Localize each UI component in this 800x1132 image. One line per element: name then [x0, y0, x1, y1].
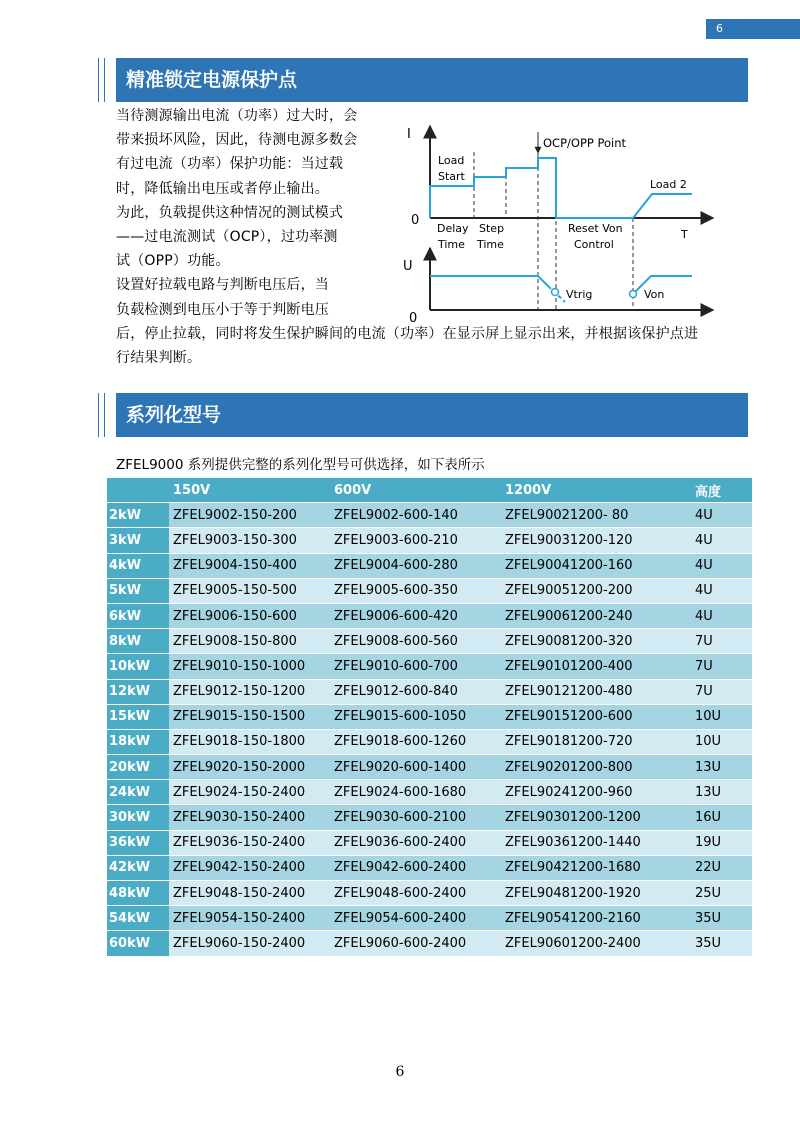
table-cell: 4U	[691, 579, 752, 603]
table-cell: ZFEL90601200-2400	[501, 931, 691, 955]
table-cell: ZFEL9036-150-2400	[169, 831, 330, 855]
axis-t-label: T	[681, 228, 688, 241]
table-cell: ZFEL9054-600-2400	[330, 906, 501, 930]
row-power-label: 3kW	[107, 528, 169, 552]
page-number-footer: 6	[395, 1064, 405, 1080]
table-cell: ZFEL9002-600-140	[330, 503, 501, 527]
table-row	[107, 604, 752, 628]
table-cell: ZFEL90051200-200	[501, 579, 691, 603]
table-cell: 4U	[691, 554, 752, 578]
table-cell: ZFEL9010-600-700	[330, 654, 501, 678]
zero-top-label: 0	[411, 213, 420, 228]
paragraph-line: 试（OPP）功能。	[116, 253, 230, 270]
table-cell: 7U	[691, 654, 752, 678]
table-cell: 13U	[691, 780, 752, 804]
load-start-label-2: Start	[438, 170, 465, 183]
ocp-point-label: OCP/OPP Point	[543, 136, 627, 150]
reset-von-label-2: Control	[574, 238, 614, 251]
voltage-waveform	[430, 276, 548, 286]
row-power-label: 8kW	[107, 629, 169, 653]
table-header-cell: 600V	[330, 478, 501, 502]
table-cell: 4U	[691, 503, 752, 527]
table-cell: 25U	[691, 881, 752, 905]
section-title-ocp: 精准锁定电源保护点	[116, 58, 748, 102]
table-cell: ZFEL90081200-320	[501, 629, 691, 653]
model-table	[107, 477, 752, 957]
vtrig-label: Vtrig	[566, 288, 593, 301]
table-cell: 35U	[691, 931, 752, 955]
row-power-label: 6kW	[107, 604, 169, 628]
section-bar-accent	[98, 393, 110, 437]
table-cell: ZFEL9036-600-2400	[330, 831, 501, 855]
paragraph-line: ——过电流测试（OCP），过功率测	[116, 229, 338, 246]
von-point	[630, 291, 637, 298]
table-cell: ZFEL90481200-1920	[501, 881, 691, 905]
row-power-label: 54kW	[107, 906, 169, 930]
table-cell: 13U	[691, 755, 752, 779]
table-row	[107, 528, 752, 552]
table-row	[107, 805, 752, 829]
table-cell: ZFEL9004-600-280	[330, 554, 501, 578]
table-cell: ZFEL9015-600-1050	[330, 705, 501, 729]
paragraph-line: 当待测源输出电流（功率）过大时，会	[116, 108, 358, 124]
table-cell: ZFEL9020-150-2000	[169, 755, 330, 779]
step-time-label: Step	[479, 222, 505, 235]
row-power-label: 12kW	[107, 680, 169, 704]
delay-time-label: Delay	[437, 222, 469, 235]
axis-i-label: I	[407, 127, 411, 142]
table-cell: ZFEL9006-600-420	[330, 604, 501, 628]
table-cell: ZFEL9006-150-600	[169, 604, 330, 628]
load2-label: Load 2	[650, 178, 687, 191]
table-cell: ZFEL9042-150-2400	[169, 856, 330, 880]
table-header-cell: 1200V	[501, 478, 691, 502]
models-intro: ZFEL9000 系列提供完整的系列化型号可供选择，如下表所示	[116, 457, 485, 473]
table-row	[107, 705, 752, 729]
table-row	[107, 730, 752, 754]
table-cell: ZFEL9024-150-2400	[169, 780, 330, 804]
row-power-label: 36kW	[107, 831, 169, 855]
table-cell: 19U	[691, 831, 752, 855]
table-cell: ZFEL9005-600-350	[330, 579, 501, 603]
table-cell: ZFEL9020-600-1400	[330, 755, 501, 779]
table-row	[107, 654, 752, 678]
table-cell: ZFEL90241200-960	[501, 780, 691, 804]
axis-u-label: U	[403, 259, 413, 274]
table-cell: ZFEL9012-600-840	[330, 680, 501, 704]
table-cell: ZFEL90061200-240	[501, 604, 691, 628]
paragraph-line: 设置好拉载电路与判断电压后，当	[116, 277, 329, 294]
reset-von-label: Reset Von	[568, 222, 623, 235]
paragraph-line: 后，停止拉载，同时将发生保护瞬间的电流（功率）在显示屏上显示出来，并根据该保护点进	[116, 325, 699, 342]
table-cell: ZFEL9048-150-2400	[169, 881, 330, 905]
table-cell: ZFEL90301200-1200	[501, 805, 691, 829]
table-row	[107, 881, 752, 905]
table-row	[107, 780, 752, 804]
table-row	[107, 906, 752, 930]
row-power-label: 5kW	[107, 579, 169, 603]
paragraph-line: 有过电流（功率）保护功能：当过载	[116, 156, 344, 173]
table-cell: ZFEL9060-600-2400	[330, 931, 501, 955]
section-bar-accent	[98, 58, 110, 102]
table-cell: 10U	[691, 730, 752, 754]
table-cell: ZFEL9030-600-2100	[330, 805, 501, 829]
paragraph-line: 行结果判断。	[116, 350, 202, 367]
table-cell: ZFEL9005-150-500	[169, 579, 330, 603]
row-power-label: 24kW	[107, 780, 169, 804]
section-title-models: 系列化型号	[116, 393, 748, 437]
table-cell: ZFEL90021200- 80	[501, 503, 691, 527]
table-cell: 7U	[691, 629, 752, 653]
table-row	[107, 579, 752, 603]
table-cell: 10U	[691, 705, 752, 729]
table-cell: ZFEL9024-600-1680	[330, 780, 501, 804]
table-cell: ZFEL9003-150-300	[169, 528, 330, 552]
table-cell: ZFEL9060-150-2400	[169, 931, 330, 955]
table-cell: ZFEL9018-150-1800	[169, 730, 330, 754]
table-cell: ZFEL9010-150-1000	[169, 654, 330, 678]
row-power-label: 10kW	[107, 654, 169, 678]
row-power-label: 42kW	[107, 856, 169, 880]
table-cell: 16U	[691, 805, 752, 829]
table-cell: ZFEL9004-150-400	[169, 554, 330, 578]
table-row	[107, 503, 752, 527]
row-power-label: 48kW	[107, 881, 169, 905]
table-cell: ZFEL9008-600-560	[330, 629, 501, 653]
paragraph-line: 时，降低输出电压或者停止输出。	[116, 180, 329, 197]
load-start-label: Load	[438, 154, 465, 167]
table-cell: ZFEL9018-600-1260	[330, 730, 501, 754]
table-cell: 4U	[691, 604, 752, 628]
table-cell: 22U	[691, 856, 752, 880]
table-cell: 7U	[691, 680, 752, 704]
delay-time-label-2: Time	[438, 238, 465, 251]
row-power-label: 15kW	[107, 705, 169, 729]
row-power-label: 20kW	[107, 755, 169, 779]
table-cell: ZFEL90151200-600	[501, 705, 691, 729]
table-row	[107, 554, 752, 578]
ocp-timing-diagram	[395, 120, 730, 330]
paragraph-line: 负载检测到电压小于等于判断电压	[116, 301, 329, 318]
table-cell: ZFEL90181200-720	[501, 730, 691, 754]
table-cell: 4U	[691, 528, 752, 552]
table-cell: ZFEL9002-150-200	[169, 503, 330, 527]
row-power-label: 2kW	[107, 503, 169, 527]
table-cell: ZFEL90541200-2160	[501, 906, 691, 930]
table-cell: ZFEL9015-150-1500	[169, 705, 330, 729]
table-header-cell: 高度	[691, 478, 752, 502]
table-header-cell	[107, 478, 169, 502]
table-row	[107, 755, 752, 779]
table-row	[107, 629, 752, 653]
table-cell: ZFEL9048-600-2400	[330, 881, 501, 905]
table-row	[107, 856, 752, 880]
row-power-label: 60kW	[107, 931, 169, 955]
table-cell: ZFEL90121200-480	[501, 680, 691, 704]
table-cell: ZFEL9012-150-1200	[169, 680, 330, 704]
table-cell: ZFEL90101200-400	[501, 654, 691, 678]
von-label: Von	[644, 288, 665, 301]
table-cell: ZFEL9054-150-2400	[169, 906, 330, 930]
row-power-label: 18kW	[107, 730, 169, 754]
table-row	[107, 931, 752, 955]
table-header-row	[107, 478, 752, 502]
table-cell: ZFEL90031200-120	[501, 528, 691, 552]
table-cell: ZFEL9042-600-2400	[330, 856, 501, 880]
step-time-label-2: Time	[477, 238, 504, 251]
table-cell: ZFEL9030-150-2400	[169, 805, 330, 829]
table-cell: 35U	[691, 906, 752, 930]
table-cell: ZFEL9003-600-210	[330, 528, 501, 552]
table-row	[107, 831, 752, 855]
table-header-cell: 150V	[169, 478, 330, 502]
table-cell: ZFEL90041200-160	[501, 554, 691, 578]
vtrig-point	[552, 289, 559, 296]
table-cell: ZFEL9008-150-800	[169, 629, 330, 653]
row-power-label: 4kW	[107, 554, 169, 578]
page-number-tab: 6	[706, 19, 800, 39]
table-cell: ZFEL90421200-1680	[501, 856, 691, 880]
zero-bottom-label: 0	[409, 311, 418, 326]
table-cell: ZFEL90201200-800	[501, 755, 691, 779]
table-cell: ZFEL90361200-1440	[501, 831, 691, 855]
row-power-label: 30kW	[107, 805, 169, 829]
table-row	[107, 680, 752, 704]
paragraph-line: 带来损坏风险，因此，待测电源多数会	[116, 132, 358, 149]
paragraph-line: 为此，负载提供这种情况的测试模式	[116, 204, 344, 221]
